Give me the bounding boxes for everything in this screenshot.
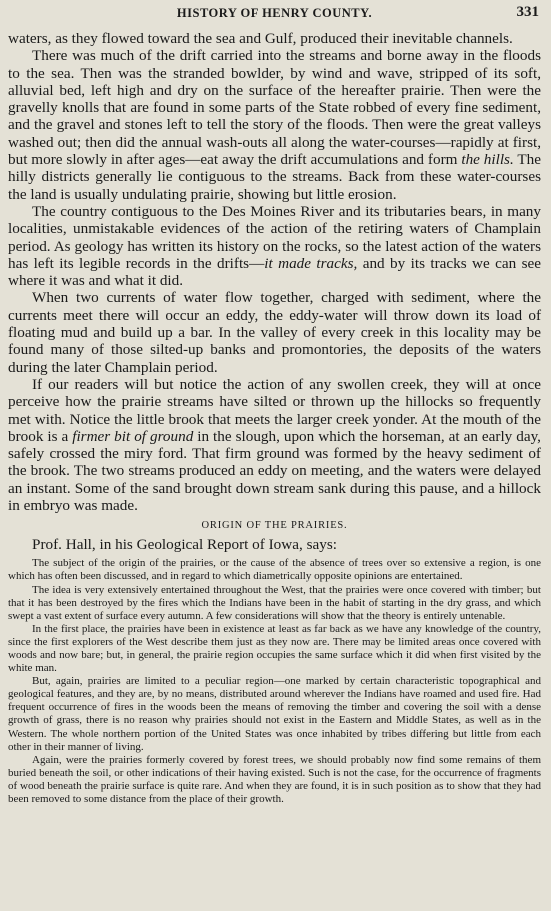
paragraph: When two currents of water flow together, charged with sediment, where the currents meet there will occur an eddy, the eddy-water will throw down its load of floating mud and build up a bar. In the valley of every creek in this locality may be found many of those silted-up banks and promontories, the deposits of the waters during the later Champlain period. <box>8 289 541 376</box>
paragraph: The country contiguous to the Des Moines River and its tributaries bears, in many localities, unmistakable evidences of the action of the retiring waters of Champlain period. As geology has written its history on the rocks, so the latest action of the waters has left its legible records in the drifts—it made tracks, and by its tracks we can see where it was and what it did. <box>8 202 542 290</box>
quote-paragraph: Again, were the prairies formerly covered by forest trees, we should probably now find some remains of them buried beneath the soil, or other indications of their having existed. Such is not the case, for the occurrence of fragments of wood beneath the prairie surface is quite rare. And when they are found, it is in such position as to show that they had been removed to some distance from the place of their growth. <box>8 753 541 805</box>
main-text <box>8 30 541 514</box>
paragraph: If our readers will but notice the action of any swollen creek, they will at once perceive how the prairie streams have silted or thrown up the hillocks so frequently met with. Notice the little brook that meets the larger creek yonder. At the mouth of the brook is a firmer bit of ground in the slough, upon which the horseman, at an early day, safely crossed the miry ford. That firm ground was formed by the heavy sediment of the brook. The two streams produced an eddy on meeting, and the waters were delayed an instant. Some of the sand brought down stream sank during this pause, and a hillock in embryo was made. <box>8 375 541 515</box>
page-header <box>8 4 541 30</box>
quote-paragraph: In the first place, the prairies have been in existence at least as far back as we have any knowledge of the country, since the first explorers of the West describe them just as they now are. There may be limited areas once covered with woods and now bare; but, in general, the prairie region occupies the same surface which it did when first visited by the white man. <box>8 622 541 675</box>
paragraph: waters, as they flowed toward the sea and Gulf, produced their inevitable channels. <box>8 30 513 47</box>
quote-paragraph: The idea is very extensively entertained throughout the West, that the prairies were once covered with timber; but that it has been destroyed by the fires which the Indians have been in the habit of starting in the dry grass, and which swept a vast extent of surface every autumn. A few considerations will show that the theory is entirely untenable. <box>8 583 541 622</box>
quote-paragraph: The subject of the origin of the prairies, or the cause of the absence of trees over so extensive a region, is one which has often been discussed, and in regard to which diametrically opposite opinions are entertained. <box>8 557 541 583</box>
quote-paragraph: But, again, prairies are limited to a peculiar region—one marked by certain characteristic topographical and geological features, and they are, by no means, distributed around wherever the Indians have roamed and used fire. Had frequent occurrence of fires in the woods been the means of removing the timber and covering the soil with a dense growth of grass, there is no reason why prairies should not exist in the Eastern and Middle States, as well as in the Western. The whole northern portion of the United States was once inhabited by tribes differing but little from each other in their manner of living. <box>8 675 541 753</box>
quote-intro: Prof. Hall, in his Geological Report of Iowa, says: <box>32 536 337 554</box>
page-number: 331 <box>516 4 539 20</box>
block-quote <box>8 557 541 806</box>
section-heading: ORIGIN OF THE PRAIRIES. <box>201 520 348 532</box>
running-head: HISTORY OF HENRY COUNTY. <box>176 6 373 20</box>
paragraph: There was much of the drift carried into the streams and borne away in the floods to the sea. Then was the stranded bowlder, by wind and wave, stripped of its soft, alluvial bed, left high and dry on the surface of the hereafter prairie. Then were the gravelly knolls that are found in some parts of the State robbed of every fine sediment, and the gravel and stones left to tell the story of the floods. Then were the great valleys washed out; then did the annual wash-outs all along the water-courses—rapidly at first, but more slowly in after ages—eat away the drift accumulations and form the hills. The hilly districts generally lie contiguous to the streams. Back from these water-courses the land is usually undulating prairie, showing but little erosion. <box>8 47 542 203</box>
